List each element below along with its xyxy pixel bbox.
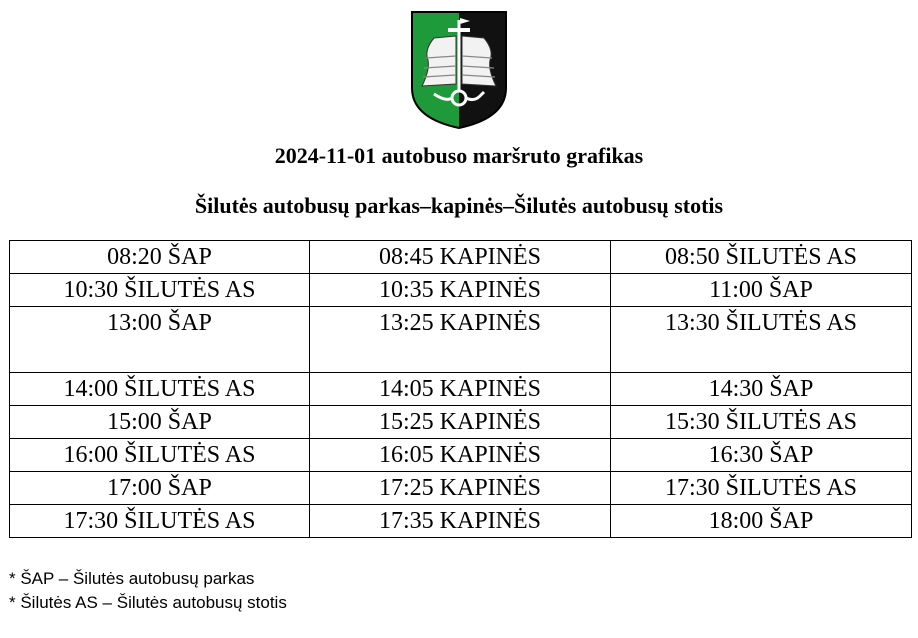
table-cell: 08:50 ŠILUTĖS AS (611, 241, 912, 274)
footnotes (9, 567, 287, 615)
table-row (10, 307, 912, 373)
table-cell: 11:00 ŠAP (611, 274, 912, 307)
table-cell: 14:00 ŠILUTĖS AS (10, 373, 310, 406)
table-cell: 10:30 ŠILUTĖS AS (10, 274, 310, 307)
table-cell: 17:30 ŠILUTĖS AS (611, 472, 912, 505)
table-cell: 08:20 ŠAP (10, 241, 310, 274)
table-row (10, 241, 912, 274)
coat-of-arms-icon (410, 10, 508, 130)
table-row (10, 439, 912, 472)
table-cell: 15:25 KAPINĖS (310, 406, 611, 439)
table-cell: 17:35 KAPINĖS (310, 505, 611, 538)
table-cell: 16:00 ŠILUTĖS AS (10, 439, 310, 472)
route-title: Šilutės autobusų parkas–kapinės–Šilutės autobusų stotis (194, 193, 724, 218)
table-row (10, 406, 912, 439)
table-cell: 13:00 ŠAP (10, 307, 310, 373)
table-cell: 17:00 ŠAP (10, 472, 310, 505)
table-cell: 15:30 ŠILUTĖS AS (611, 406, 912, 439)
table-row (10, 373, 912, 406)
table-row (10, 505, 912, 538)
footnote: * Šilutės AS – Šilutės autobusų stotis (9, 593, 287, 612)
table-cell: 14:05 KAPINĖS (310, 373, 611, 406)
schedule-table (9, 240, 912, 538)
table-cell: 16:05 KAPINĖS (310, 439, 611, 472)
table-cell: 13:30 ŠILUTĖS AS (611, 307, 912, 373)
footnote: * ŠAP – Šilutės autobusų parkas (9, 569, 255, 588)
table-cell: 16:30 ŠAP (611, 439, 912, 472)
table-cell: 17:30 ŠILUTĖS AS (10, 505, 310, 538)
table-cell: 08:45 KAPINĖS (310, 241, 611, 274)
table-cell: 13:25 KAPINĖS (310, 307, 611, 373)
table-cell: 14:30 ŠAP (611, 373, 912, 406)
table-row (10, 274, 912, 307)
schedule-title: 2024-11-01 autobuso maršruto grafikas (274, 143, 644, 168)
table-cell: 10:35 KAPINĖS (310, 274, 611, 307)
table-row (10, 472, 912, 505)
table-cell: 15:00 ŠAP (10, 406, 310, 439)
table-cell: 18:00 ŠAP (611, 505, 912, 538)
table-cell: 17:25 KAPINĖS (310, 472, 611, 505)
